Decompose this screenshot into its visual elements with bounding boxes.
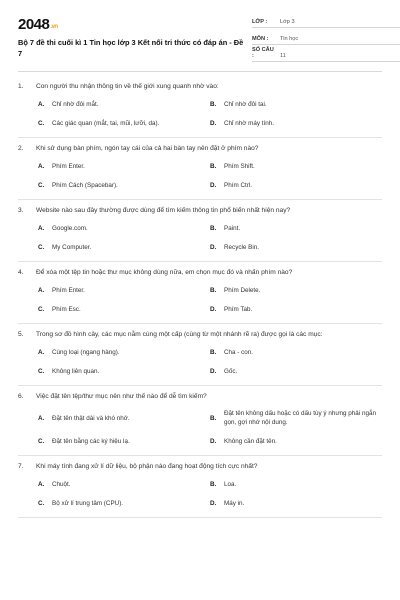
option-letter: D. xyxy=(210,243,217,251)
option-letter: B. xyxy=(210,286,217,294)
option-letter: D. xyxy=(210,499,217,507)
answer-option[interactable] xyxy=(38,118,210,128)
option-text: Phím Enter. xyxy=(52,286,85,294)
question-item xyxy=(18,268,382,324)
question-number: 3. xyxy=(18,207,24,214)
count-value: 11 xyxy=(280,53,286,59)
answer-option[interactable] xyxy=(38,161,210,171)
answer-option[interactable] xyxy=(210,347,382,357)
question-text: Khi máy tính đang xử lí dữ liệu, bộ phận nào đang hoạt động tích cực nhất? xyxy=(36,463,258,470)
question-item xyxy=(18,392,382,456)
answer-option[interactable] xyxy=(38,242,210,252)
option-text: Phím Ctrl. xyxy=(224,181,252,189)
option-text: Đặt tên thật dài và khó nhớ. xyxy=(52,414,130,422)
option-text: Đặt tên không dấu hoặc có dấu tùy ý nhưng phải ngắn gọn, gợi nhớ nội dung. xyxy=(224,410,376,426)
answer-option[interactable] xyxy=(38,409,210,427)
answer-options xyxy=(38,347,382,376)
option-text: Gốc. xyxy=(224,367,238,375)
answer-option[interactable] xyxy=(38,304,210,314)
question-text: Website nào sau đây thường được dùng để tìm kiếm thông tin phổ biến nhất hiện nay? xyxy=(36,207,291,214)
option-letter: A. xyxy=(38,224,45,232)
logo-suffix: .vn xyxy=(50,24,58,30)
question-stem xyxy=(18,144,382,154)
question-number: 4. xyxy=(18,269,24,276)
option-text: Phím Delete. xyxy=(224,286,261,294)
answer-option[interactable] xyxy=(210,223,382,233)
question-stem xyxy=(18,462,382,472)
page-title: Bộ 7 đề thi cuối kì 1 Tin học lớp 3 Kết nối tri thức có đáp án - Đề 7 xyxy=(18,38,244,58)
subject-value: Tin học xyxy=(280,36,299,42)
question-text: Để xóa một tệp tin hoặc thư mục không dùng nữa, em chọn mục đó và nhấn phím nào? xyxy=(36,269,293,276)
page-header xyxy=(18,14,382,76)
question-divider xyxy=(18,137,382,138)
option-letter: C. xyxy=(38,499,45,507)
answer-option[interactable] xyxy=(210,161,382,171)
option-text: Không liên quan. xyxy=(52,367,100,375)
option-text: Cùng loại (ngang hàng). xyxy=(52,348,120,356)
option-text: Google.com. xyxy=(52,224,88,232)
option-letter: C. xyxy=(38,305,45,313)
question-divider xyxy=(18,455,382,456)
answer-option[interactable] xyxy=(210,409,382,427)
meta-row-subject xyxy=(252,31,400,45)
answer-options xyxy=(38,285,382,314)
answer-option[interactable] xyxy=(210,285,382,295)
question-divider xyxy=(18,323,382,324)
answer-option[interactable] xyxy=(38,180,210,190)
option-letter: A. xyxy=(38,414,45,422)
header-divider xyxy=(18,71,382,72)
question-item xyxy=(18,82,382,138)
answer-option[interactable] xyxy=(210,366,382,376)
subject-label: MÔN : xyxy=(252,36,269,42)
question-stem xyxy=(18,392,382,402)
count-label: SỐ CÂU : xyxy=(252,47,274,59)
option-text: Paint. xyxy=(224,224,241,232)
exam-meta xyxy=(252,14,400,65)
option-text: Phím Shift. xyxy=(224,162,255,170)
meta-row-grade xyxy=(252,14,400,28)
question-list xyxy=(18,76,382,518)
answer-option[interactable] xyxy=(210,498,382,508)
option-text: Chỉ nhờ đôi tai. xyxy=(224,100,267,108)
answer-options xyxy=(38,161,382,190)
grade-label: LỚP : xyxy=(252,19,268,25)
question-item xyxy=(18,144,382,200)
option-letter: D. xyxy=(210,367,217,375)
answer-option[interactable] xyxy=(38,366,210,376)
answer-options xyxy=(38,99,382,128)
answer-option[interactable] xyxy=(210,118,382,128)
question-number: 7. xyxy=(18,463,24,470)
question-divider xyxy=(18,199,382,200)
option-letter: A. xyxy=(38,100,45,108)
option-letter: B. xyxy=(210,162,217,170)
answer-option[interactable] xyxy=(210,436,382,446)
option-letter: C. xyxy=(38,243,45,251)
answer-options xyxy=(38,223,382,252)
option-text: Chỉ nhờ đôi mắt. xyxy=(52,100,99,108)
option-letter: C. xyxy=(38,367,45,375)
option-letter: D. xyxy=(210,119,217,127)
answer-option[interactable] xyxy=(38,347,210,357)
option-text: Phím Tab. xyxy=(224,305,253,313)
site-logo[interactable] xyxy=(18,16,58,33)
option-text: Phím Enter. xyxy=(52,162,85,170)
option-text: Bộ xử lí trung tâm (CPU). xyxy=(52,499,124,507)
option-letter: B. xyxy=(210,100,217,108)
option-letter: B. xyxy=(210,480,217,488)
meta-row-count xyxy=(252,48,400,62)
option-text: Cha - con. xyxy=(224,348,254,356)
option-text: My Computer. xyxy=(52,243,92,251)
option-text: Máy in. xyxy=(224,499,245,507)
option-text: Recycle Bin. xyxy=(224,243,259,251)
option-letter: D. xyxy=(210,181,217,189)
answer-option[interactable] xyxy=(210,242,382,252)
question-text: Trong sơ đồ hình cây, các mục nằm cùng một cấp (cùng từ một nhánh rẽ ra) được gọi là các mục: xyxy=(36,331,323,338)
question-stem xyxy=(18,330,382,340)
answer-option[interactable] xyxy=(210,180,382,190)
question-stem xyxy=(18,268,382,278)
question-divider xyxy=(18,517,382,518)
option-text: Phím Esc. xyxy=(52,305,81,313)
answer-option[interactable] xyxy=(38,436,210,446)
option-text: Chỉ nhờ máy tính. xyxy=(224,119,274,127)
option-letter: B. xyxy=(210,348,217,356)
option-text: Phím Cách (Spacebar). xyxy=(52,181,118,189)
logo-text: 2048 xyxy=(18,16,50,33)
option-letter: C. xyxy=(38,181,45,189)
question-divider xyxy=(18,385,382,386)
answer-option[interactable] xyxy=(210,479,382,489)
answer-option[interactable] xyxy=(210,99,382,109)
option-text: Đặt tên bằng các ký hiệu lạ. xyxy=(52,437,130,445)
question-number: 2. xyxy=(18,145,24,152)
question-text: Việc đặt tên tệp/thư mục nên như thế nào để dễ tìm kiếm? xyxy=(36,393,207,400)
question-divider xyxy=(18,261,382,262)
option-letter: C. xyxy=(38,119,45,127)
answer-option[interactable] xyxy=(38,479,210,489)
answer-option[interactable] xyxy=(38,498,210,508)
answer-option[interactable] xyxy=(38,285,210,295)
question-number: 6. xyxy=(18,393,24,400)
answer-option[interactable] xyxy=(38,99,210,109)
question-item xyxy=(18,330,382,386)
option-text: Không cần đặt tên. xyxy=(224,437,277,445)
option-text: Các giác quan (mắt, tai, mũi, lưỡi, da). xyxy=(52,119,160,127)
answer-option[interactable] xyxy=(38,223,210,233)
answer-option[interactable] xyxy=(210,304,382,314)
question-number: 1. xyxy=(18,83,24,90)
question-item xyxy=(18,462,382,518)
question-text: Con người thu nhận thông tin về thế giới xung quanh nhờ vào: xyxy=(36,83,219,90)
option-letter: B. xyxy=(210,224,217,232)
grade-value: Lớp 3 xyxy=(280,19,295,25)
option-letter: D. xyxy=(210,437,217,445)
question-stem xyxy=(18,206,382,216)
option-text: Loa. xyxy=(224,480,237,488)
question-item xyxy=(18,206,382,262)
option-letter: A. xyxy=(38,286,45,294)
answer-options xyxy=(38,409,382,446)
question-stem xyxy=(18,82,382,92)
option-letter: A. xyxy=(38,480,45,488)
option-letter: A. xyxy=(38,162,45,170)
option-letter: B. xyxy=(210,414,217,422)
question-number: 5. xyxy=(18,331,24,338)
option-text: Chuột. xyxy=(52,480,71,488)
option-letter: D. xyxy=(210,305,217,313)
option-letter: C. xyxy=(38,437,45,445)
question-text: Khi sử dụng bàn phím, ngón tay cái của cả hai bàn tay nên đặt ở phím nào? xyxy=(36,145,259,152)
option-letter: A. xyxy=(38,348,45,356)
answer-options xyxy=(38,479,382,508)
